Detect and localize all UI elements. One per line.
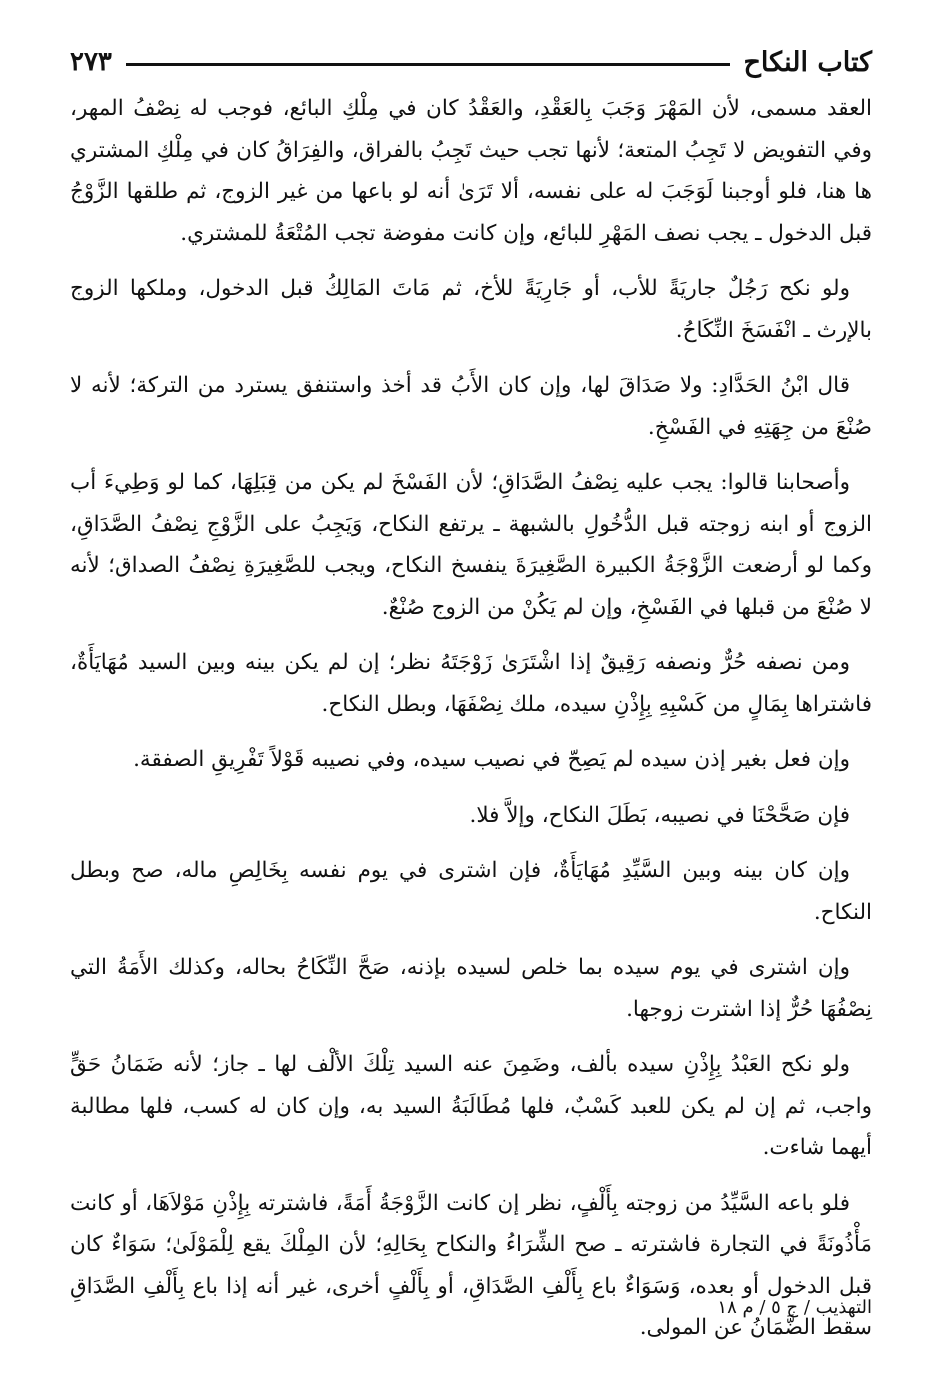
paragraph: وإن كان بينه وبين السَّيِّدِ مُهَايَأَةٌ، فإن اشترى في يوم نفسه بِخَالِصِ ماله، صح وبطل النكاح. (70, 858, 872, 925)
signature-text: التهذيب / ج ٥ / م ١٨ (717, 1297, 872, 1318)
paragraph: وإن اشترى في يوم سيده بما خلص لسيده بإذنه، صَحَّ النِّكَاحُ بحاله، وكذلك الأَمَةُ التي نِصْفُهَا حُرٌّ إذا اشترت زوجها. (70, 955, 872, 1022)
paragraph: ولو نكح العَبْدُ بِإِذْنِ سيده بألف، وضَمِنَ عنه السيد تِلْكَ الألْف لها ـ جاز؛ لأنه ضَمَانُ حَقٍّ واجب، ثم إن لم يكن للعبد كَسْبٌ، فلها مُطَالَبَةُ السيد به، وإن كان له كسب، فلها مطالبة أيهما شاءت. (70, 1052, 872, 1160)
header-rule (126, 63, 730, 66)
page (70, 40, 872, 1363)
paragraph: ومن نصفه حُرٌّ ونصفه رَقِيقٌ إذا اشْتَرَىٰ زَوْجَتَهُ نظر؛ إن لم يكن بينه وبين السيد مُهَايَأَةٌ، فاشتراها بِمَالٍ من كَسْبِهِ بِإِذْنِ سيده، ملك نِصْفَهَا، وبطل النكاح. (70, 650, 872, 717)
book-title: كتاب النكاح (743, 46, 872, 78)
paragraph: فإن صَحَّحْنَا في نصيبه، بَطَلَ النكاح، وإلاَّ فلا. (469, 802, 850, 828)
paragraph: العقد مسمى، لأن المَهْرَ وَجَبَ بِالعَقْدِ، والعَقْدُ كان في مِلْكِ البائع، فوجب له نِصْفُ المهر، وفي التفويض لا تَجِبُ المتعة؛ لأنها تجب حيث تَجِبُ بالفراق، والفِرَاقُ كان في مِلْكِ المشتري ها هنا، فلو أوجبنا لَوَجَبَ له على نفسه، ألا تَرَىٰ أنه لو باعها من غير الزوج، ثم طلقها الزَّوْجُ قبل الدخول ـ يجب نصف المَهْرِ للبائع، وإن كانت مفوضة تجب المُتْعَةُ للمشتري. (70, 96, 872, 246)
paragraph: وإن فعل بغير إذن سيده لم يَصِحّ في نصيب سيده، وفي نصيبه قَوْلاً تَفْرِيقِ الصفقة. (133, 747, 850, 772)
paragraph: وأصحابنا قالوا: يجب عليه نِصْفُ الصَّدَاقِ؛ لأن الفَسْخَ لم يكن من قِبَلِهَا، كما لو وَطِيءَ أب الزوج أو ابنه زوجته قبل الدُّخُولِ بالشبهة ـ يرتفع النكاح، وَيَجِبُ على الزَّوْجِ نِصْفُ الصَّدَاقِ، وكما لو أرضعت الزَّوْجَةُ الكبيرة الصَّغِيرَةَ ينفسخ النكاح، ويجب للصَّغِيرَةِ نِصْفُ الصداق؛ لأنه لا صُنْعَ من قبلها في الفَسْخِ، وإن لم يَكُنْ من الزوج صُنْعٌ. (70, 470, 872, 620)
page-number: ٢٧٣ (70, 47, 112, 77)
paragraph: قال ابْنُ الحَدَّادِ: ولا صَدَاقَ لها، وإن كان الأَبُ قد أخذ واستنفق يسترد من التركة؛ لأنه لا صُنْعَ من جِهَتِهِ في الفَسْخِ. (70, 373, 872, 440)
signature-mark (70, 1297, 872, 1318)
paragraph: فلو باعه السَّيِّدُ من زوجته بِأَلْفٍ، نظر إن كانت الزَّوْجَةُ أَمَةً، فاشترته بِإِذْنِ مَوْلاَهَا، أو كانت مَأْذُونَةً في التجارة فاشترته ـ صح الشِّرَاءُ والنكاح بِحَالِهِ؛ لأن المِلْكَ يقع لِلْمَوْلَىٰ؛ سَوَاءٌ كان قبل الدخول أو بعده، وَسَوَاءٌ باع بِأَلْفِ الصَّدَاقِ، أو بِأَلْفٍ أخرى، غير أنه إذا باع بِأَلْفِ الصَّدَاقِ سقط الضَّمَانُ عن المولى. (70, 1190, 872, 1340)
running-header (70, 40, 872, 84)
paragraph: ولو نكح رَجُلٌ جاريَةً للأب، أو جَارِيَةً للأخ، ثم مَاتَ المَالِكُ قبل الدخول، وملكها الزوج بالإرث ـ انْفَسَخَ النِّكَاحُ. (70, 276, 872, 343)
page-body (70, 88, 872, 1349)
